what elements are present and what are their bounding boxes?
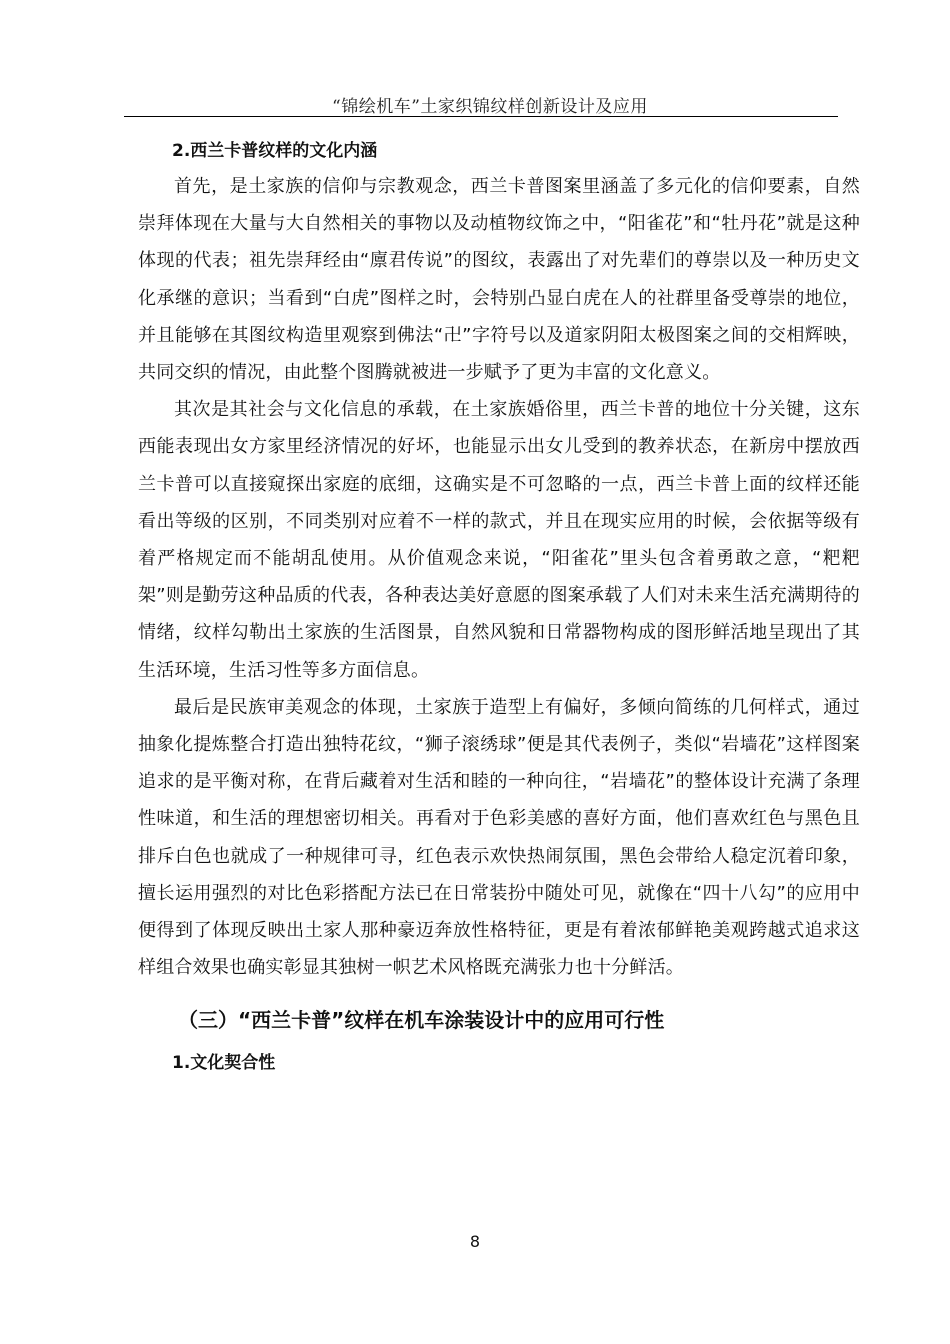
section-heading-feasibility: （三）“西兰卡普”纹样在机车涂装设计中的应用可行性	[178, 1008, 665, 1033]
paragraph-aesthetic: 最后是民族审美观念的体现，土家族于造型上有偏好，多倾向简练的几何样式，通过抽象化提炼整合打造出独特花纹，“狮子滚绣球”便是其代表例子，类似“岩墙花”这样图案追求的是平衡对称，在背后藏着对生活和睦的一种向往，“岩墙花”的整体设计充满了条理性味道，和生活的理想密切相关。再看对于色彩美感的喜好方面，他们喜欢红色与黑色且排斥白色也就成了一种规律可寻，红色表示欢快热闹氛围，黑色会带给人稳定沉着印象，擅长运用强烈的对比色彩搭配方法已在日常装扮中随处可见，就像在“四十八勾”的应用中便得到了体现反映出土家人那种豪迈奔放性格特征，更是有着浓郁鲜艳美观跨越式追求这样组合效果也确实彰显其独树一帜艺术风格既充满张力也十分鲜活。	[138, 696, 860, 979]
paragraph-social: 其次是其社会与文化信息的承载，在土家族婚俗里，西兰卡普的地位十分关键，这东西能表现出女方家里经济情况的好坏，也能显示出女儿受到的教养状态，在新房中摆放西兰卡普可以直接窥探出家庭的底细，这确实是不可忽略的一点，西兰卡普上面的纹样还能看出等级的区别，不同类别对应着不一样的款式，并且在现实应用的时候，会依据等级有着严格规定而不能胡乱使用。从价值观念来说，“阳雀花”里头包含着勇敢之意，“粑粑架”则是勤劳这种品质的代表，各种表达美好意愿的图案承载了人们对未来生活充满期待的情绪，纹样勾勒出土家族的生活图景，自然风貌和日常器物构成的图形鲜活地呈现出了其生活环境，生活习性等多方面信息。	[138, 399, 860, 681]
page-number: 8	[469, 1232, 481, 1251]
subheading-cultural-connotation: 2.西兰卡普纹样的文化内涵	[172, 141, 378, 161]
subheading-cultural-fit: 1.文化契合性	[172, 1053, 276, 1074]
header-divider	[124, 116, 838, 117]
running-header-title: “锦绘机车”土家织锦纹样创新设计及应用	[332, 97, 648, 117]
paragraph-belief: 首先，是土家族的信仰与宗教观念，西兰卡普图案里涵盖了多元化的信仰要素，自然崇拜体现在大量与大自然相关的事物以及动植物纹饰之中，“阳雀花”和“牡丹花”就是这种体现的代表；祖先崇拜经由“廪君传说”的图纹，表露出了对先辈们的尊崇以及一种历史文化承继的意识；当看到“白虎”图样之时，会特别凸显白虎在人的社群里备受尊崇的地位，并且能够在其图纹构造里观察到佛法“卍”字符号以及道家阴阳太极图案之间的交相辉映，共同交织的情况，由此整个图腾就被进一步赋予了更为丰富的文化意义。	[138, 176, 860, 384]
page-body	[138, 134, 860, 1080]
